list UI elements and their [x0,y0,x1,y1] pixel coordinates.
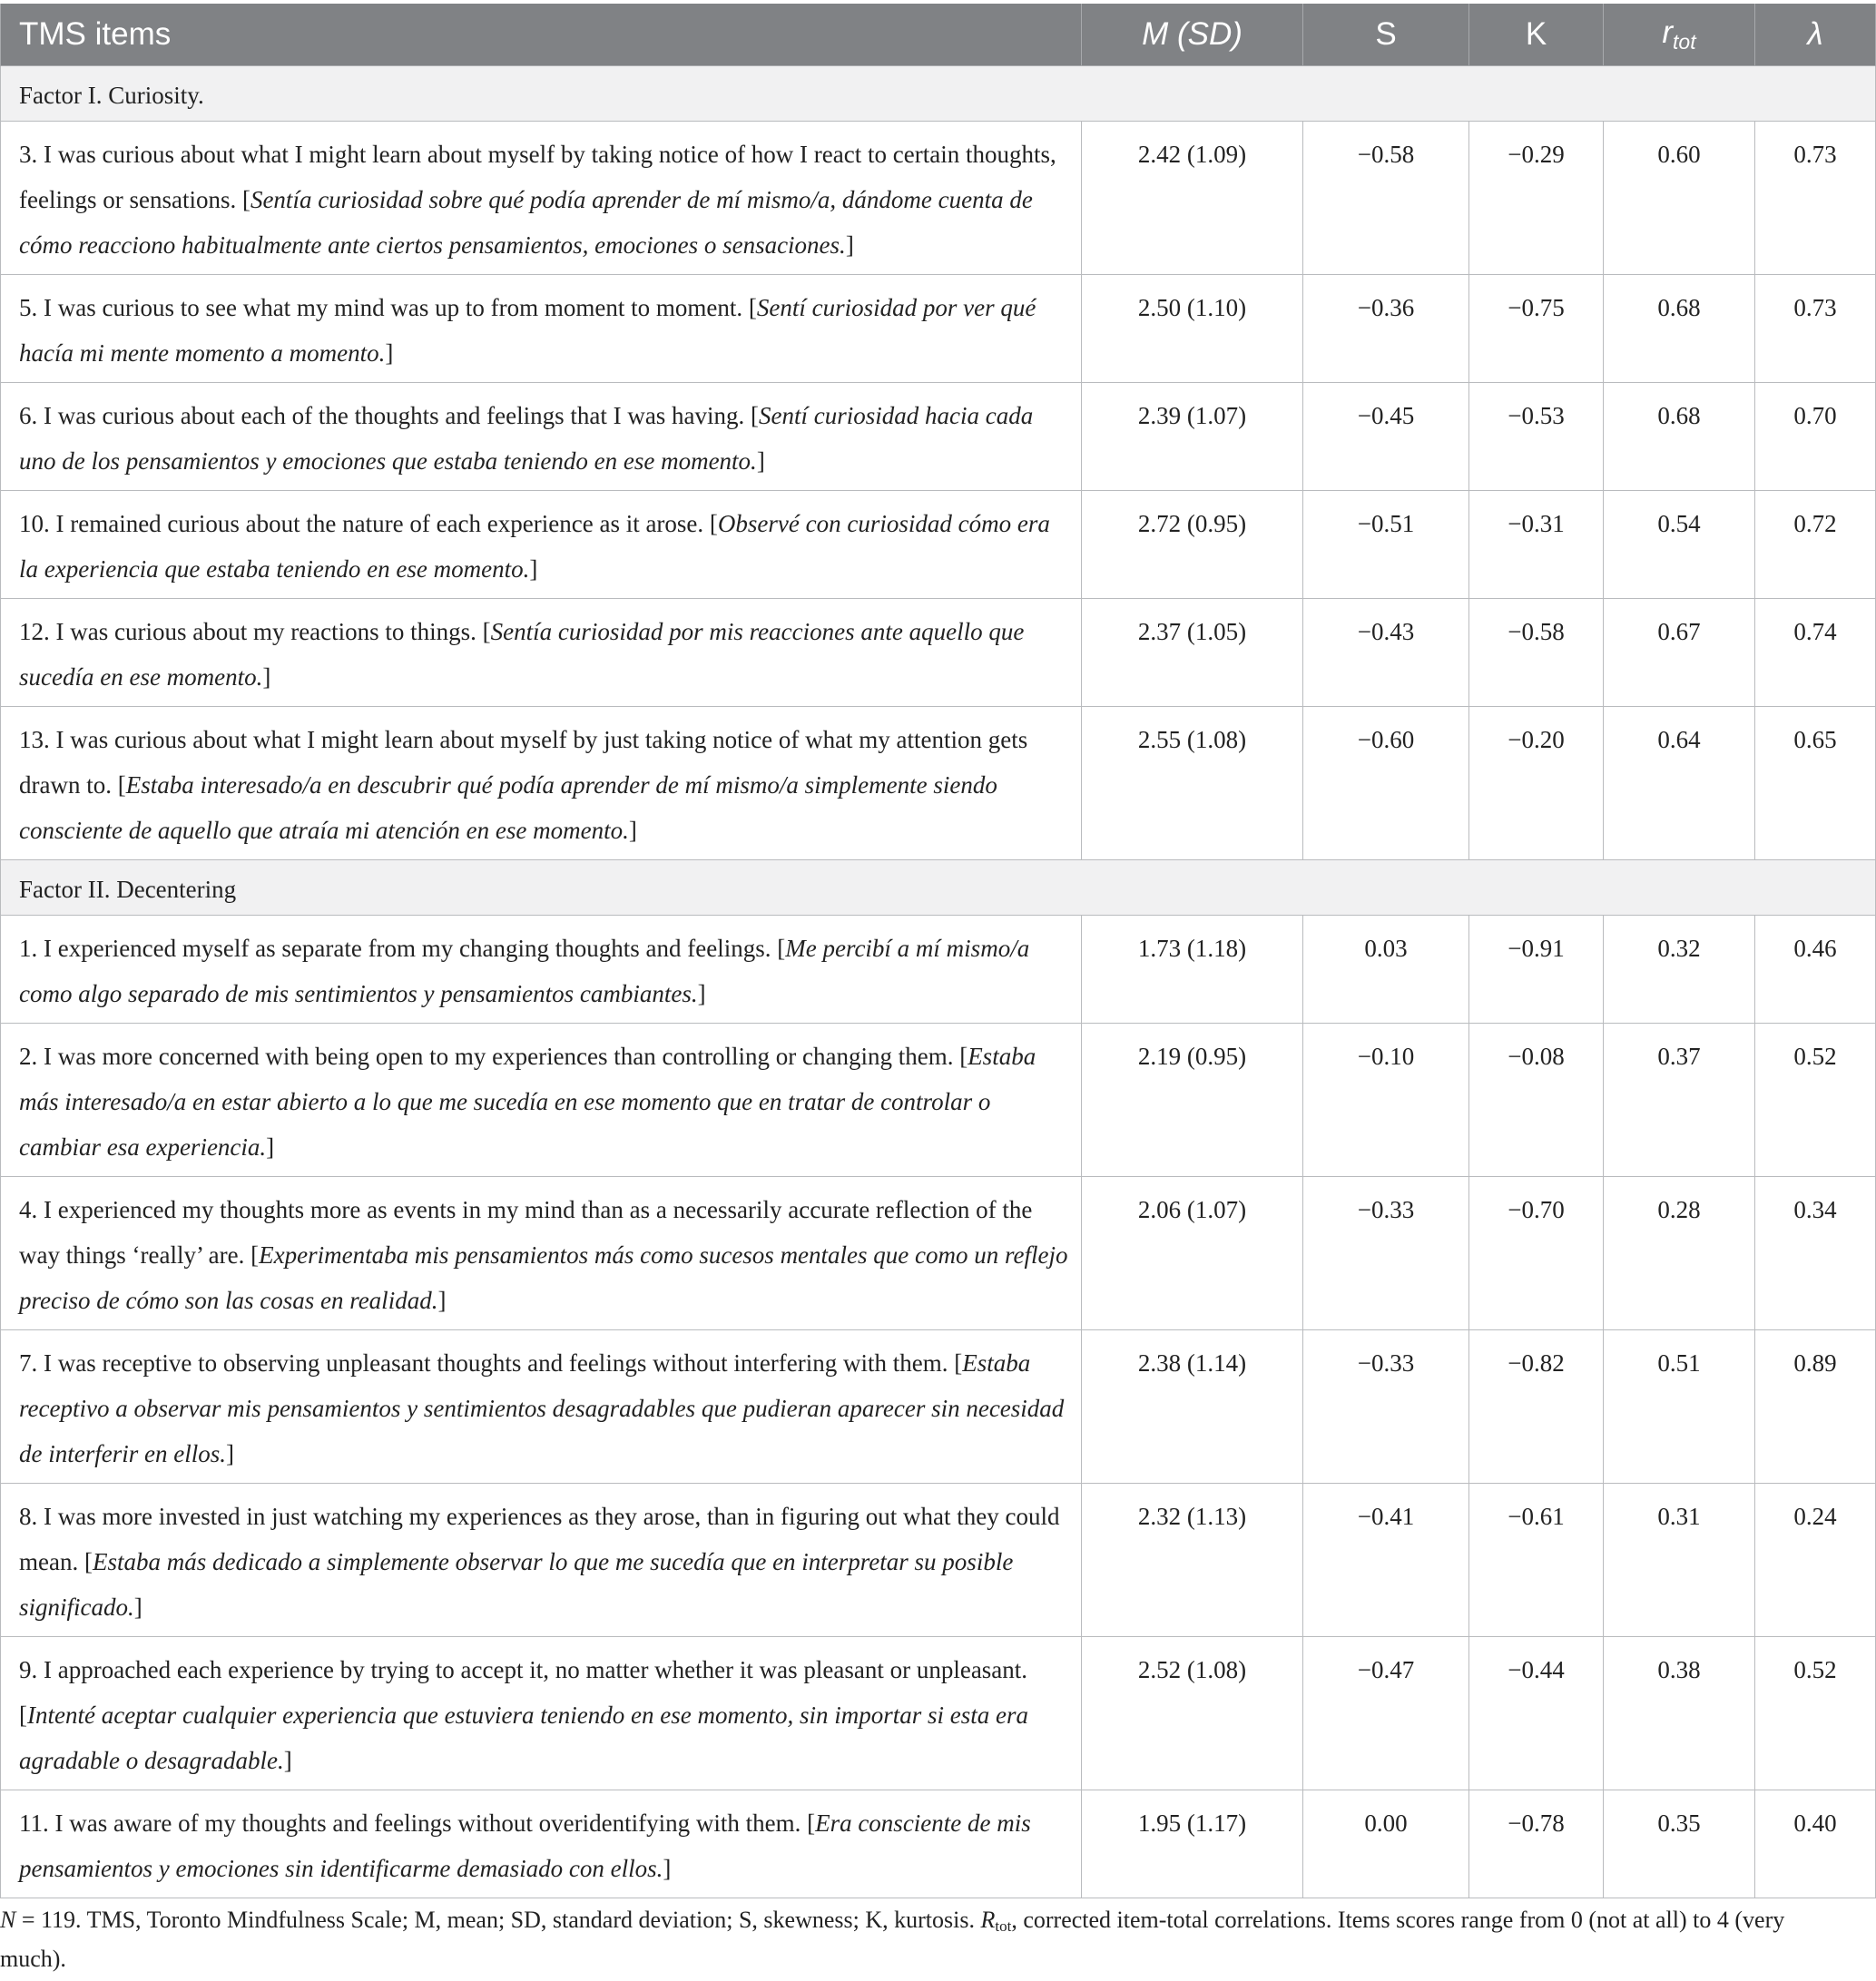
kurtosis-cell: −0.08 [1469,1023,1604,1176]
lambda-cell: 0.73 [1755,121,1876,274]
item-english: 7. I was receptive to observing unpleasant thoughts and feelings without interfering with them. [ [19,1348,963,1377]
kurtosis-cell: −0.61 [1469,1483,1604,1636]
item-text-cell [1,1023,1082,1176]
item-english: 4. I experienced my thoughts more as events in my mind than as a necessarily accurate reflection of the way things ‘really’ are. [ [19,1195,1033,1269]
item-spanish: Sentía curiosidad por mis reacciones ante aquello que sucedía en ese momento. [19,617,1025,691]
header-kurtosis: K [1469,4,1604,65]
item-text-cell [1,382,1082,490]
table-row [1,1636,1876,1790]
mean-sd-cell: 2.52 (1.08) [1082,1636,1303,1790]
r-tot-cell: 0.28 [1604,1176,1755,1329]
item-spanish: Me percibí a mí mismo/a como algo separado de mis sentimientos y pensamientos cambiantes. [19,934,1030,1007]
mean-sd-cell: 2.19 (0.95) [1082,1023,1303,1176]
table-row [1,1176,1876,1329]
item-spanish: Era consciente de mis pensamientos y emociones sin identificarme demasiado con ellos. [19,1809,1031,1882]
table-footnote [0,1904,1851,1976]
table-row [1,490,1876,598]
item-bracket-close: ] [845,230,854,259]
item-spanish: Estaba receptivo a observar mis pensamientos y sentimientos desagradables que pudieran aparecer sin necesidad de interferir en ellos. [19,1348,1065,1467]
skewness-cell: 0.00 [1303,1790,1469,1898]
item-bracket-close: ] [133,1593,142,1621]
lambda-cell: 0.73 [1755,274,1876,382]
header-mean-sd: M (SD) [1082,4,1303,65]
item-english: 3. I was curious about what I might learn about myself by taking notice of how I react to certain thoughts, feelings or sensations. [ [19,140,1056,213]
lambda-cell: 0.72 [1755,490,1876,598]
r-tot-cell: 0.68 [1604,274,1755,382]
item-text-cell [1,598,1082,706]
lambda-cell: 0.74 [1755,598,1876,706]
kurtosis-cell: −0.31 [1469,490,1604,598]
lambda-cell: 0.89 [1755,1329,1876,1483]
lambda-cell: 0.24 [1755,1483,1876,1636]
kurtosis-cell: −0.53 [1469,382,1604,490]
item-bracket-close: ] [266,1133,275,1161]
factor-title: Factor II. Decentering [1,859,1876,915]
mean-sd-cell: 1.95 (1.17) [1082,1790,1303,1898]
item-bracket-close: ] [437,1286,447,1314]
item-bracket-close: ] [756,446,765,475]
r-tot-cell: 0.67 [1604,598,1755,706]
r-tot-cell: 0.64 [1604,706,1755,859]
mean-sd-cell: 2.06 (1.07) [1082,1176,1303,1329]
item-spanish: Sentí curiosidad hacia cada uno de los pensamientos y emociones que estaba teniendo en ese momento. [19,401,1034,475]
item-bracket-close: ] [385,338,394,367]
item-english: 2. I was more concerned with being open to my experiences than controlling or changing them. [ [19,1042,968,1070]
item-spanish: Estaba interesado/a en descubrir qué podía aprender de mí mismo/a simplemente siendo consciente de aquello que atraía mi atención en ese momento. [19,770,997,844]
footnote-part-1: = 119. TMS, Toronto Mindfulness Scale; M, mean; SD, standard deviation; S, skewness; K, kurtosis. [15,1907,981,1933]
skewness-cell: −0.60 [1303,706,1469,859]
tms-items-table [0,4,1876,1898]
results-table-container [0,4,1876,1898]
r-tot-cell: 0.54 [1604,490,1755,598]
lambda-cell: 0.65 [1755,706,1876,859]
mean-sd-cell: 2.37 (1.05) [1082,598,1303,706]
table-row [1,915,1876,1023]
footnote-part-2: , corrected item-total correlations. Items scores range from 0 (not at all) to 4 (very much). [0,1907,1785,1972]
mean-sd-cell: 2.42 (1.09) [1082,121,1303,274]
r-tot-cell: 0.32 [1604,915,1755,1023]
factor-row [1,859,1876,915]
item-spanish: Estaba más dedicado a simplemente observar lo que me sucedía que en interpretar su posible significado. [19,1547,1014,1621]
skewness-cell: −0.47 [1303,1636,1469,1790]
item-text-cell [1,706,1082,859]
header-r-sub: tot [1673,29,1696,54]
skewness-cell: −0.43 [1303,598,1469,706]
item-bracket-close: ] [663,1854,672,1882]
skewness-cell: −0.41 [1303,1483,1469,1636]
item-bracket-close: ] [529,554,538,583]
item-text-cell [1,1329,1082,1483]
item-spanish: Experimentaba mis pensamientos más como sucesos mentales que como un reflejo preciso de cómo son las cosas en realidad. [19,1241,1068,1314]
item-english: 10. I remained curious about the nature of each experience as it arose. [ [19,509,718,537]
kurtosis-cell: −0.91 [1469,915,1604,1023]
lambda-cell: 0.70 [1755,382,1876,490]
lambda-cell: 0.52 [1755,1636,1876,1790]
item-bracket-close: ] [628,816,637,844]
skewness-cell: −0.58 [1303,121,1469,274]
header-tms-items: TMS items [1,4,1082,65]
item-bracket-close: ] [262,662,271,691]
r-tot-cell: 0.60 [1604,121,1755,274]
item-english: 8. I was more invested in just watching my experiences as they arose, than in figuring out what they could mean. [ [19,1502,1060,1575]
item-english: 5. I was curious to see what my mind was up to from moment to moment. [ [19,293,757,321]
skewness-cell: −0.10 [1303,1023,1469,1176]
kurtosis-cell: −0.29 [1469,121,1604,274]
item-spanish: Estaba más interesado/a en estar abierto a lo que me sucedía en ese momento que en tratar de controlar o cambiar esa experiencia. [19,1042,1036,1161]
lambda-cell: 0.46 [1755,915,1876,1023]
item-english: 12. I was curious about my reactions to things. [ [19,617,491,645]
kurtosis-cell: −0.58 [1469,598,1604,706]
item-text-cell [1,1790,1082,1898]
kurtosis-cell: −0.75 [1469,274,1604,382]
table-row [1,274,1876,382]
footnote-r-label: R [980,1907,996,1933]
item-spanish: Sentía curiosidad sobre qué podía aprender de mí mismo/a, dándome cuenta de cómo reacciono habitualmente ante ciertos pensamientos, emociones o sensaciones. [19,185,1033,259]
header-row [1,4,1876,65]
table-row [1,1790,1876,1898]
skewness-cell: −0.45 [1303,382,1469,490]
item-text-cell [1,121,1082,274]
item-english: 1. I experienced myself as separate from my changing thoughts and feelings. [ [19,934,786,962]
item-text-cell [1,1483,1082,1636]
footnote-n-label: N [0,1907,16,1933]
mean-sd-cell: 2.39 (1.07) [1082,382,1303,490]
r-tot-cell: 0.38 [1604,1636,1755,1790]
table-row [1,1023,1876,1176]
skewness-cell: −0.36 [1303,274,1469,382]
item-bracket-close: ] [283,1746,292,1774]
lambda-cell: 0.40 [1755,1790,1876,1898]
mean-sd-cell: 2.55 (1.08) [1082,706,1303,859]
mean-sd-cell: 2.50 (1.10) [1082,274,1303,382]
r-tot-cell: 0.31 [1604,1483,1755,1636]
kurtosis-cell: −0.44 [1469,1636,1604,1790]
skewness-cell: 0.03 [1303,915,1469,1023]
mean-sd-cell: 2.32 (1.13) [1082,1483,1303,1636]
r-tot-cell: 0.68 [1604,382,1755,490]
item-text-cell [1,915,1082,1023]
kurtosis-cell: −0.82 [1469,1329,1604,1483]
mean-sd-cell: 2.38 (1.14) [1082,1329,1303,1483]
mean-sd-cell: 1.73 (1.18) [1082,915,1303,1023]
skewness-cell: −0.33 [1303,1176,1469,1329]
item-spanish: Sentí curiosidad por ver qué hacía mi mente momento a momento. [19,293,1036,367]
header-skewness: S [1303,4,1469,65]
item-english: 9. I approached each experience by trying to accept it, no matter whether it was pleasant or unpleasant. [ [19,1655,1028,1729]
item-english: 13. I was curious about what I might learn about myself by just taking notice of what my attention gets drawn to. [ [19,725,1028,799]
table-body [1,65,1876,1898]
item-text-cell [1,1176,1082,1329]
factor-title: Factor I. Curiosity. [1,65,1876,121]
lambda-cell: 0.52 [1755,1023,1876,1176]
item-english: 11. I was aware of my thoughts and feelings without overidentifying with them. [ [19,1809,816,1837]
kurtosis-cell: −0.20 [1469,706,1604,859]
table-row [1,1483,1876,1636]
header-r-tot [1604,4,1755,65]
r-tot-cell: 0.51 [1604,1329,1755,1483]
table-row [1,382,1876,490]
table-row [1,598,1876,706]
skewness-cell: −0.33 [1303,1329,1469,1483]
item-spanish: Observé con curiosidad cómo era la experiencia que estaba teniendo en ese momento. [19,509,1050,583]
item-bracket-close: ] [225,1439,234,1467]
lambda-cell: 0.34 [1755,1176,1876,1329]
item-text-cell [1,274,1082,382]
item-english: 6. I was curious about each of the thoughts and feelings that I was having. [ [19,401,760,429]
skewness-cell: −0.51 [1303,490,1469,598]
header-r-main: r [1662,14,1674,50]
item-text-cell [1,490,1082,598]
factor-row [1,65,1876,121]
item-text-cell [1,1636,1082,1790]
footnote-r-sub: tot [995,1917,1012,1935]
table-row [1,121,1876,274]
table-header [1,4,1876,65]
kurtosis-cell: −0.70 [1469,1176,1604,1329]
item-bracket-close: ] [697,979,706,1007]
r-tot-cell: 0.37 [1604,1023,1755,1176]
r-tot-cell: 0.35 [1604,1790,1755,1898]
kurtosis-cell: −0.78 [1469,1790,1604,1898]
item-spanish: Intenté aceptar cualquier experiencia que estuviera teniendo en ese momento, sin importar si esta era agradable o desagradable. [19,1701,1028,1774]
header-lambda: λ [1755,4,1876,65]
table-row [1,1329,1876,1483]
table-row [1,706,1876,859]
mean-sd-cell: 2.72 (0.95) [1082,490,1303,598]
